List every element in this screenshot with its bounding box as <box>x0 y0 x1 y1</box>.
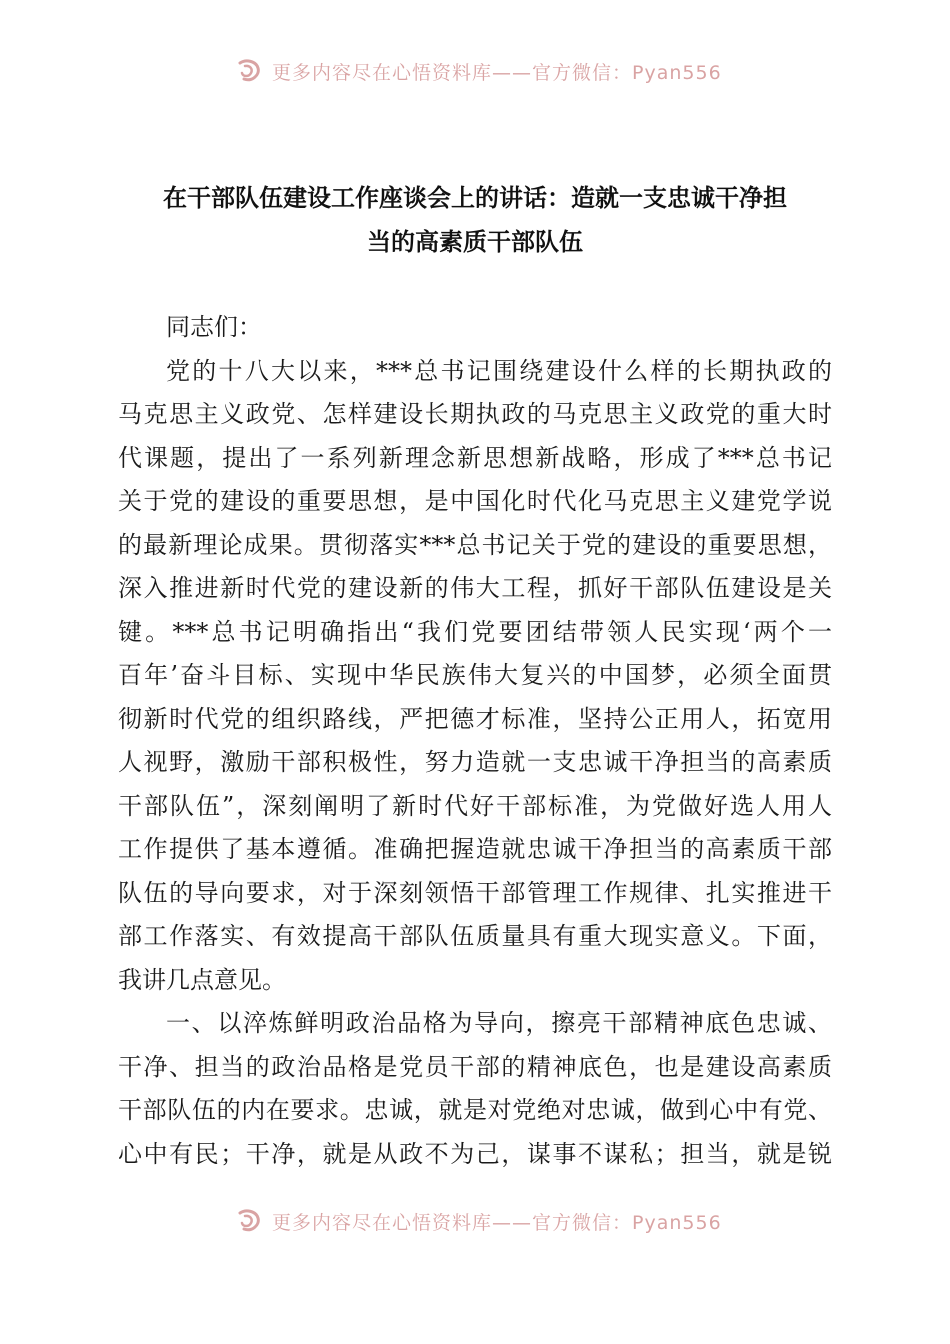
paragraph-1-line: 彻新时代党的组织路线，严把德才标准，坚持公正用人，拓宽用 <box>118 704 832 733</box>
paragraph-2-line: 干部队伍的内在要求。忠诚，就是对党绝对忠诚，做到心中有党、 <box>118 1096 832 1124</box>
paragraph-2-line: 一、以淬炼鲜明政治品格为导向，擦亮干部精神底色忠诚、 <box>166 1009 832 1037</box>
paragraph-1-line: 的最新理论成果。贯彻落实***总书记关于党的建设的重要思想， <box>118 530 832 559</box>
document-title <box>118 176 832 264</box>
paragraph-1-line: 党的十八大以来，***总书记围绕建设什么样的长期执政的 <box>166 356 832 385</box>
paragraph-1-line: 键。***总书记明确指出“我们党要团结带领人民实现‘两个一 <box>118 617 832 646</box>
paragraph-1-line: 我讲几点意见。 <box>118 965 286 994</box>
watermark-footer <box>236 1206 756 1236</box>
paragraph-1-line: 工作提供了基本遵循。准确把握造就忠诚干净担当的高素质干部 <box>118 835 832 863</box>
paragraph-2-line: 心中有民；干净，就是从政不为己，谋事不谋私；担当，就是锐 <box>118 1139 832 1168</box>
salutation: 同志们： <box>166 313 262 341</box>
watermark-text: 更多内容尽在心悟资料库——官方微信：Pyan556 <box>272 61 722 84</box>
document-body <box>118 306 832 1176</box>
watermark-header <box>236 56 756 86</box>
watermark-logo-icon <box>236 57 264 85</box>
watermark-text: 更多内容尽在心悟资料库——官方微信：Pyan556 <box>272 1211 722 1234</box>
paragraph-1-line: 代课题，提出了一系列新理念新思想新战略，形成了***总书记 <box>118 443 832 472</box>
paragraph-1-line: 百年’奋斗目标、实现中华民族伟大复兴的中国梦，必须全面贯 <box>118 661 832 689</box>
paragraph-1-line: 关于党的建设的重要思想，是中国化时代化马克思主义建党学说 <box>118 487 832 515</box>
paragraph-1-line: 队伍的导向要求，对于深刻领悟干部管理工作规律、扎实推进干 <box>118 878 832 907</box>
paragraph-1-line: 马克思主义政党、怎样建设长期执政的马克思主义政党的重大时 <box>118 400 832 428</box>
paragraph-1-line: 部工作落实、有效提高干部队伍质量具有重大现实意义。下面， <box>118 922 832 950</box>
title-line: 在干部队伍建设工作座谈会上的讲话：造就一支忠诚干净担 <box>163 184 787 212</box>
paragraph-1-line: 干部队伍”，深刻阐明了新时代好干部标准，为党做好选人用人 <box>118 791 832 820</box>
title-line: 当的高素质干部队伍 <box>367 228 583 256</box>
paragraph-1-line: 深入推进新时代党的建设新的伟大工程，抓好干部队伍建设是关 <box>118 574 832 602</box>
watermark-logo-icon <box>236 1207 264 1235</box>
paragraph-2-line: 干净、担当的政治品格是党员干部的精神底色，也是建设高素质 <box>118 1052 832 1081</box>
paragraph-1-line: 人视野，激励干部积极性，努力造就一支忠诚干净担当的高素质 <box>118 748 832 776</box>
